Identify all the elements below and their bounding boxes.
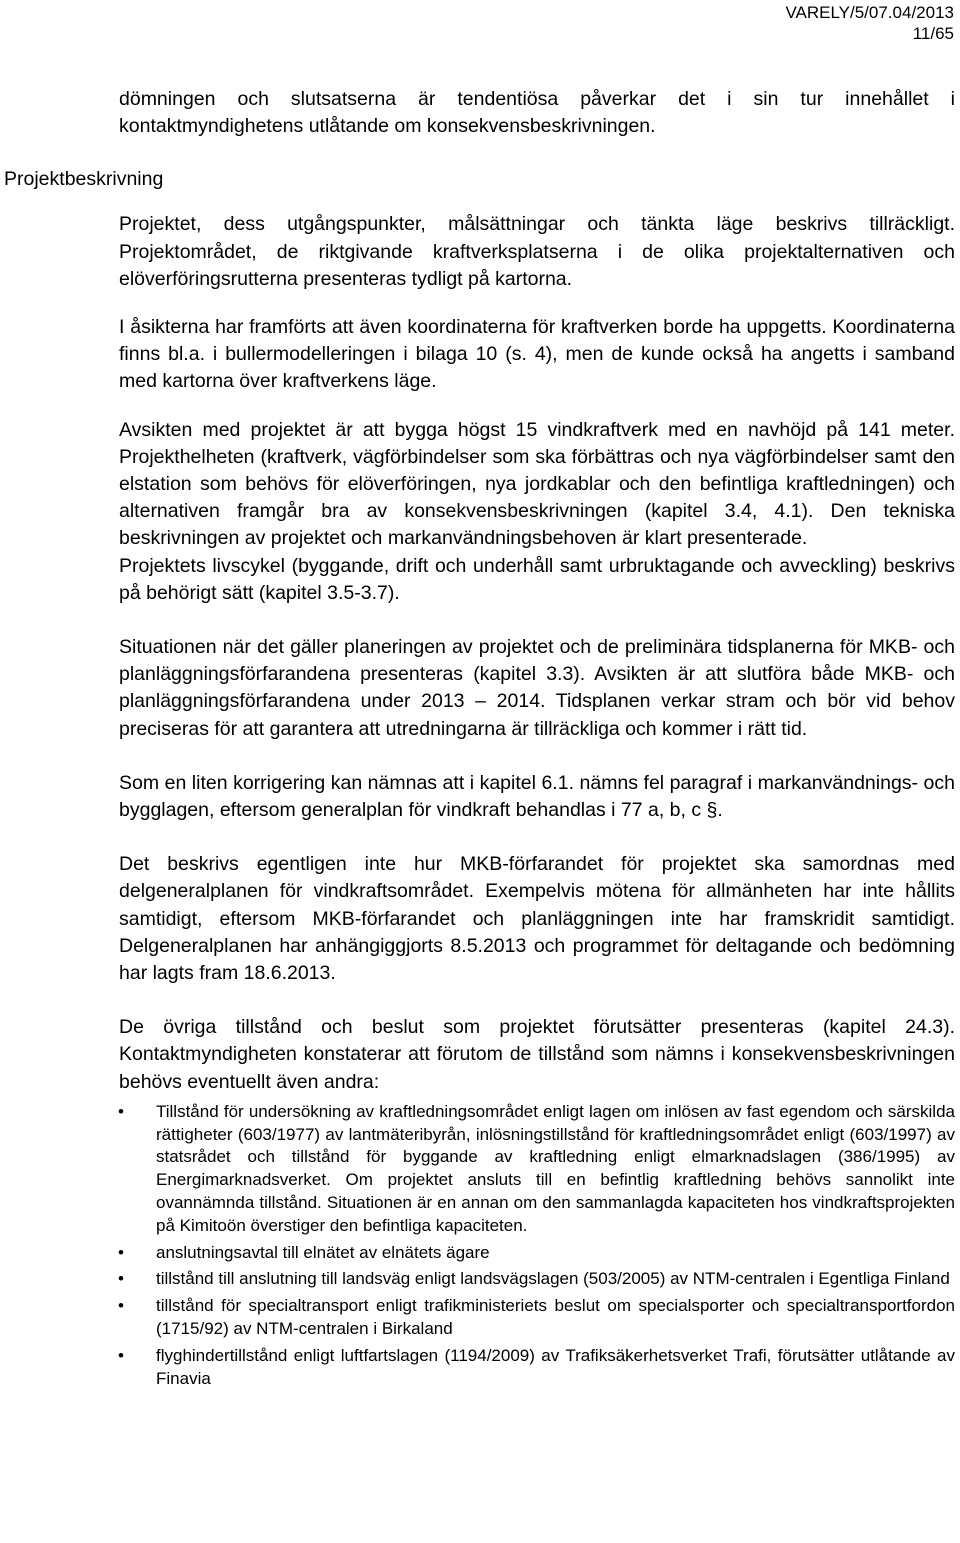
bullet-icon: • [118,1345,124,1365]
paragraph-project-scope: Avsikten med projektet är att bygga högst 15 vindkraftverk med en navhöjd på 141 meter. Projekthelheten (kraftverk, vägförbindelser som ska förbättras och nya vägförbindelser samt den elstation som behövs för elöverföringen, nya jordkablar och den befintliga kraftledningen) och alternativen framgår bra av konsekvensbeskrivningen (kapitel 3.4, 4.1). Den tekniska beskrivningen av projektet och markanvändningsbehoven är klart presenterade. [119,418,955,550]
body-text [119,86,955,1394]
list-item-text: tillstånd till anslutning till landsväg enligt landsvägslagen (503/2005) av NTM-centralen i Egentliga Finland [156,1269,950,1289]
list-item-text: flyghindertillstånd enligt luftfartslagen (1194/2009) av Trafiksäkerhetsverket Trafi, förutsätter utlåtande av Finavia [156,1345,955,1388]
bullet-icon: • [118,1242,124,1262]
paragraph-continuation: dömningen och slutsatserna är tendentiösa påverkar det i sin tur innehållet i kontaktmyndighetens utlåtande om konsekvensbeskrivningen. [119,88,955,138]
list-item-text: Tillstånd för undersökning av kraftledningsområdet enligt lagen om inlösen av fast egendom och särskilda rättigheter (603/1977) av lantmäteribyrån, inlösningstillstånd för kraftledningsområdet enligt (603/1997) av statsrådet och tillstånd för byggande av kraftledning enligt elmarknadslagen (386/1995) av Energimarknadsverket. Om projektet ansluts till en befintlig kraftledning behövs sannolikt inte ovannämnda tillstånd. Situationen är en annan om den sammanlagda kapaciteten hos vindkraftsprojekten på Kimitoön överstiger den befintliga kapaciteten. [156,1101,955,1235]
list-item [119,1242,955,1265]
bullet-icon: • [118,1101,124,1121]
list-item [119,1345,955,1391]
section-heading: Projektbeskrivning [4,168,164,190]
bullet-icon: • [118,1296,124,1316]
paragraph-coordination: Det beskrivs egentligen inte hur MKB-förfarandet för projektet ska samordnas med delgeneralplanen för vindkraftsområdet. Exempelvis mötena för allmänheten har inte hållits samtidigt, eftersom MKB-förfarandet och planläggningen inte har framskridit samtidigt. Delgeneralplanen har anhängiggjorts 8.5.2013 och programmet för deltagande och bedömning har lagts fram 18.6.2013. [119,853,955,985]
paragraph-schedule: Situationen när det gäller planeringen av projektet och de preliminära tidsplanerna för MKB- och planläggningsförfarandena presenteras (kapitel 3.3). Avsikten är att slutföra både MKB- och planläggningsförfarandena under 2013 – 2014. Tidsplanen verkar stram och bör vid behov preciseras för att garantera att utredningarna är tillräckliga och kommer i rätt tid. [119,636,955,740]
paragraph-coordinates: I åsikterna har framförts att även koordinaterna för kraftverken borde ha uppgetts. Koordinaterna finns bl.a. i bullermodelleringen i bilaga 10 (s. 4), men de kunde också ha angetts i samband med kartorna över kraftverkens läge. [119,316,955,393]
list-item [119,1268,955,1291]
page-header [785,2,954,44]
paragraph-life-cycle: Projektets livscykel (byggande, drift och underhåll samt urbruktagande och avveckling) beskrivs på behörigt sätt (kapitel 3.5-3.7). [119,554,955,604]
list-item-text: anslutningsavtal till elnätet av elnätets ägare [156,1242,490,1262]
paragraph-project-description: Projektet, dess utgångspunkter, målsättningar och tänkta läge beskrivs tillräckligt. Projektområdet, de riktgivande kraftverksplatserna i de olika projektalternativen och elöverföringsrutterna presenteras tydligt på kartorna. [119,213,955,290]
bullet-icon: • [118,1269,124,1289]
list-item-text: tillstånd för specialtransport enligt trafikministeriets beslut om specialsporter och specialtransportfordon (1715/92) av NTM-centralen i Birkaland [156,1296,955,1339]
paragraph-correction: Som en liten korrigering kan nämnas att i kapitel 6.1. nämns fel paragraf i markanvändnings- och bygglagen, eftersom generalplan för vindkraft behandlas i 77 a, b, c §. [119,771,955,822]
document-reference: VARELY/5/07.04/2013 [785,3,954,22]
list-item [119,1295,955,1341]
permits-list [119,1101,955,1391]
list-item [119,1101,955,1238]
page-number: 11/65 [912,24,954,43]
paragraph-permits: De övriga tillstånd och beslut som projektet förutsätter presenteras (kapitel 24.3). Kontaktmyndigheten konstaterar att förutom de tillstånd som nämns i konsekvensbeskrivningen behövs eventuellt även andra: [119,1016,955,1093]
